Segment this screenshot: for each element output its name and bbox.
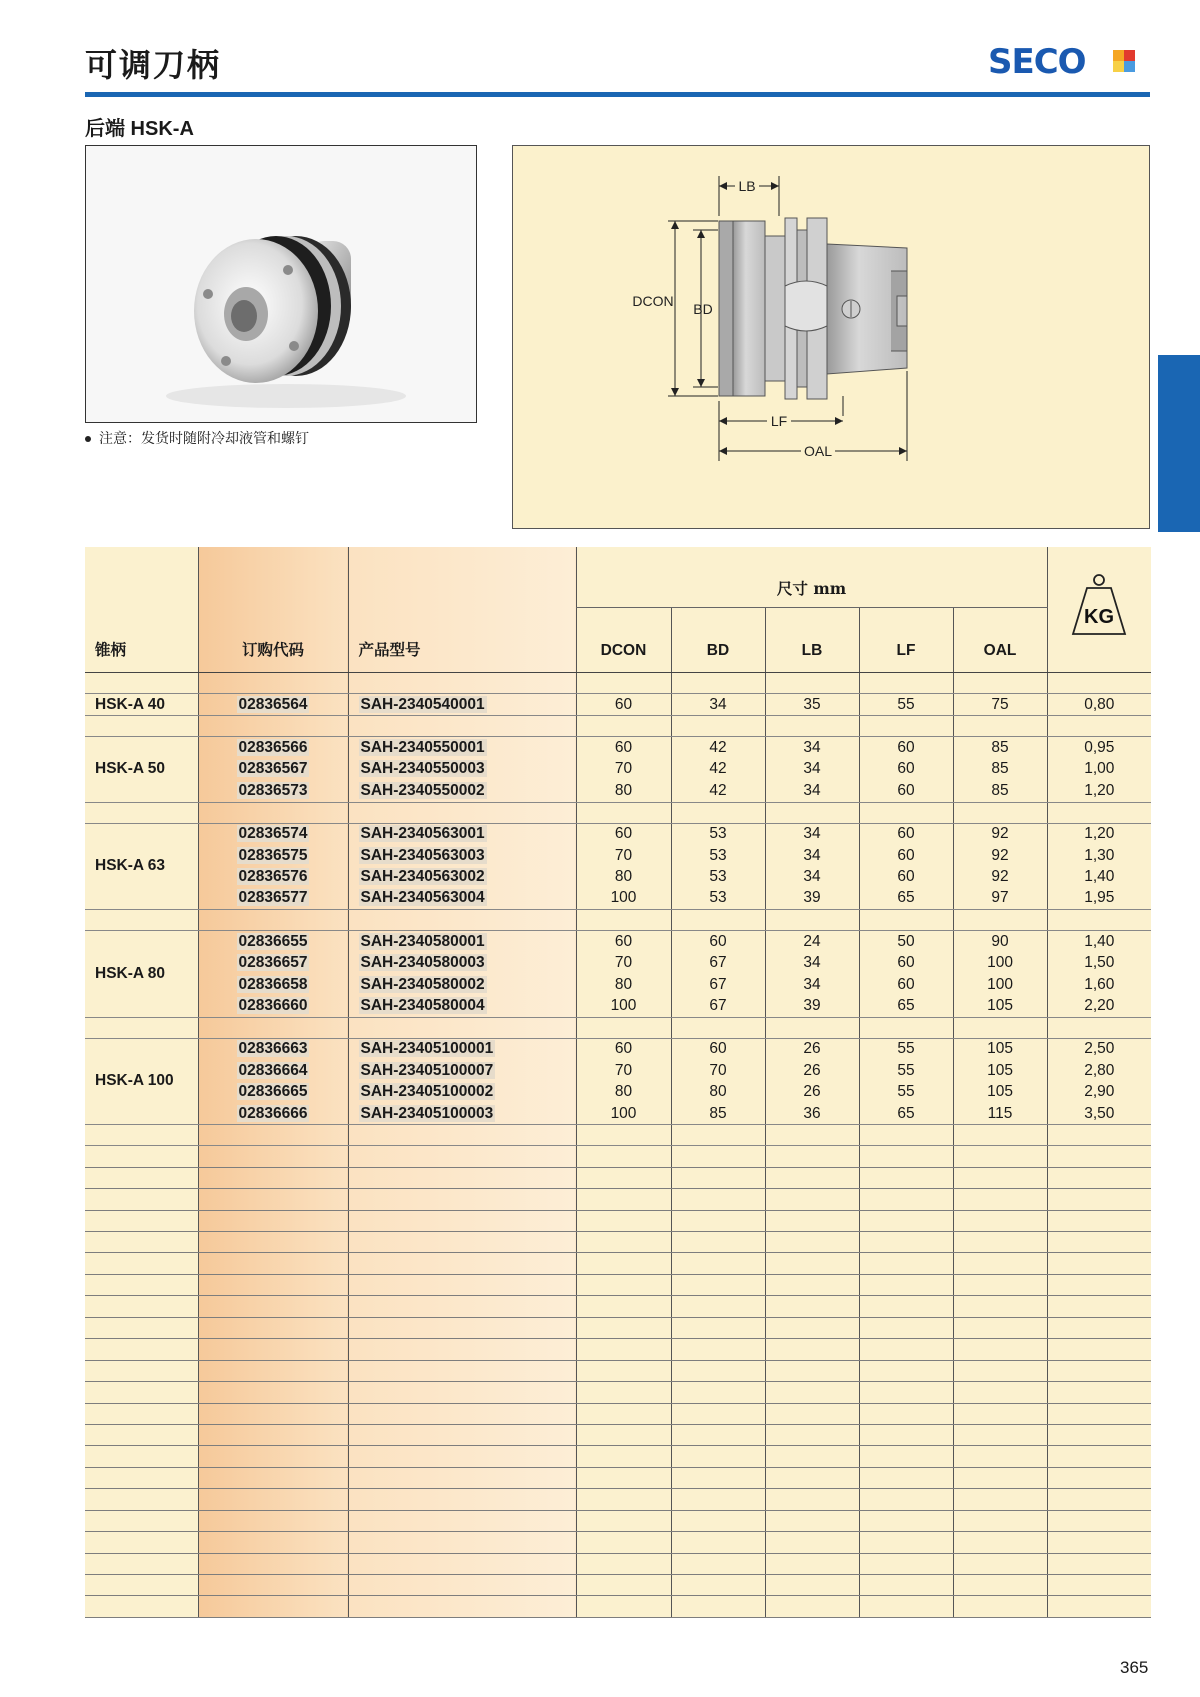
header-rule — [85, 92, 1150, 97]
spacer-row — [85, 1339, 1151, 1360]
cell-oal: 92 — [953, 866, 1047, 887]
spacer-row — [85, 1253, 1151, 1274]
cell-dcon: 60 — [576, 823, 671, 845]
col-shank-header: 锥柄 — [95, 640, 127, 659]
cell-lf: 60 — [859, 845, 953, 866]
spacer-row — [85, 1125, 1151, 1146]
spacer-row — [85, 1382, 1151, 1403]
order-code: 02836566 — [238, 739, 308, 757]
cell-lb: 26 — [765, 1060, 859, 1081]
col-lf-header: LF — [896, 642, 916, 659]
cell-dcon: 80 — [576, 780, 671, 802]
cell-bd: 42 — [671, 759, 765, 780]
spacer-row — [85, 1360, 1151, 1381]
cell-lb: 24 — [765, 931, 859, 953]
shipping-note — [85, 428, 309, 448]
spacer-row — [85, 1553, 1151, 1574]
cell-dcon: 60 — [576, 1038, 671, 1060]
weight-kg-label: KG — [1084, 606, 1115, 628]
cell-lb: 39 — [765, 888, 859, 910]
oal-label: OAL — [803, 443, 833, 459]
table-row — [85, 1103, 1151, 1125]
cell-dcon: 60 — [576, 737, 671, 759]
product-model: SAH-2340580003 — [360, 954, 485, 972]
table-row — [85, 995, 1151, 1017]
order-code: 02836574 — [238, 825, 308, 843]
spacer-row — [85, 910, 1151, 931]
cell-bd: 42 — [671, 737, 765, 759]
cell-bd: 53 — [671, 866, 765, 887]
cell-dcon: 80 — [576, 1081, 671, 1102]
cell-lf: 60 — [859, 866, 953, 887]
product-model: SAH-2340540001 — [360, 695, 485, 713]
cell-bd: 60 — [671, 1038, 765, 1060]
cell-kg: 1,95 — [1047, 888, 1151, 910]
spacer-row — [85, 1424, 1151, 1445]
spacer-row — [85, 1489, 1151, 1510]
dimensions-group-header: 尺寸 mm — [776, 579, 847, 598]
cell-bd: 34 — [671, 694, 765, 716]
cell-kg: 1,40 — [1047, 866, 1151, 887]
cell-oal: 115 — [953, 1103, 1047, 1125]
cell-oal: 85 — [953, 780, 1047, 802]
product-model: SAH-2340580004 — [360, 996, 485, 1014]
table-row — [85, 823, 1151, 845]
dimension-diagram — [512, 145, 1150, 529]
cell-oal: 105 — [953, 1081, 1047, 1102]
spacer-row — [85, 1210, 1151, 1231]
cell-oal: 97 — [953, 888, 1047, 910]
product-model: SAH-2340580002 — [360, 975, 485, 993]
cell-bd: 42 — [671, 780, 765, 802]
table-row — [85, 759, 1151, 780]
cell-lb: 34 — [765, 823, 859, 845]
product-model: SAH-2340563002 — [360, 868, 485, 886]
cell-oal: 92 — [953, 823, 1047, 845]
table-row — [85, 953, 1151, 974]
cell-kg: 1,20 — [1047, 823, 1151, 845]
spacer-row — [85, 1403, 1151, 1424]
cell-lf: 60 — [859, 737, 953, 759]
cell-lb: 35 — [765, 694, 859, 716]
spacer-row — [85, 1532, 1151, 1553]
table-row — [85, 845, 1151, 866]
order-code: 02836573 — [238, 781, 308, 799]
cell-lb: 26 — [765, 1038, 859, 1060]
cell-oal: 100 — [953, 953, 1047, 974]
spacer-row — [85, 1596, 1151, 1617]
cell-oal: 105 — [953, 1060, 1047, 1081]
cell-dcon: 60 — [576, 694, 671, 716]
product-photo — [85, 145, 477, 423]
cell-kg: 2,80 — [1047, 1060, 1151, 1081]
cell-oal: 100 — [953, 974, 1047, 995]
cell-lb: 26 — [765, 1081, 859, 1102]
product-model: SAH-23405100002 — [360, 1083, 494, 1101]
cell-oal: 105 — [953, 1038, 1047, 1060]
product-model: SAH-23405100001 — [360, 1040, 494, 1058]
table-row — [85, 1060, 1151, 1081]
product-model: SAH-2340550003 — [360, 760, 485, 778]
cell-bd: 67 — [671, 995, 765, 1017]
table-row — [85, 737, 1151, 759]
cell-dcon: 70 — [576, 759, 671, 780]
shank-group-label: HSK-A 80 — [85, 931, 198, 1018]
cell-bd: 67 — [671, 974, 765, 995]
cell-dcon: 70 — [576, 845, 671, 866]
spacer-row — [85, 1146, 1151, 1167]
cell-bd: 53 — [671, 823, 765, 845]
table-row — [85, 780, 1151, 802]
page-title: 可调刀柄 — [85, 46, 222, 84]
table-row — [85, 694, 1151, 716]
col-oal-header: OAL — [983, 642, 1017, 659]
cell-lf: 55 — [859, 1081, 953, 1102]
cell-bd: 80 — [671, 1081, 765, 1102]
cell-oal: 105 — [953, 995, 1047, 1017]
order-code: 02836567 — [238, 760, 308, 778]
table-row — [85, 1081, 1151, 1102]
col-order-code-header: 订购代码 — [241, 640, 304, 659]
bullet-icon — [85, 436, 91, 442]
cell-kg: 1,60 — [1047, 974, 1151, 995]
cell-lf: 60 — [859, 759, 953, 780]
spacer-row — [85, 802, 1151, 823]
spacer-row — [85, 1017, 1151, 1038]
cell-kg: 1,40 — [1047, 931, 1151, 953]
cell-bd: 60 — [671, 931, 765, 953]
cell-lf: 65 — [859, 995, 953, 1017]
table-row — [85, 931, 1151, 953]
order-code: 02836657 — [238, 954, 308, 972]
spacer-row — [85, 1510, 1151, 1531]
order-code: 02836665 — [238, 1083, 308, 1101]
cell-oal: 85 — [953, 759, 1047, 780]
order-code: 02836660 — [238, 996, 308, 1014]
cell-kg: 2,50 — [1047, 1038, 1151, 1060]
table-row — [85, 974, 1151, 995]
product-model: SAH-23405100007 — [360, 1061, 494, 1079]
order-code: 02836576 — [238, 868, 308, 886]
lf-label: LF — [770, 413, 788, 429]
table-row — [85, 888, 1151, 910]
cell-dcon: 100 — [576, 888, 671, 910]
cell-oal: 92 — [953, 845, 1047, 866]
spacer-row — [85, 1575, 1151, 1596]
technical-drawing — [513, 146, 1149, 528]
cell-bd: 53 — [671, 845, 765, 866]
cell-kg: 3,50 — [1047, 1103, 1151, 1125]
cell-kg: 1,00 — [1047, 759, 1151, 780]
spacer-row — [85, 1167, 1151, 1188]
cell-lf: 60 — [859, 780, 953, 802]
cell-lb: 34 — [765, 866, 859, 887]
table-body — [85, 673, 1151, 1618]
cell-kg: 1,50 — [1047, 953, 1151, 974]
spacer-row — [85, 1274, 1151, 1295]
col-dcon-header: DCON — [600, 642, 647, 659]
cell-dcon: 100 — [576, 995, 671, 1017]
product-model: SAH-23405100003 — [360, 1104, 494, 1122]
product-model: SAH-2340550002 — [360, 781, 485, 799]
cell-bd: 67 — [671, 953, 765, 974]
spacer-row — [85, 673, 1151, 694]
section-subtitle: 后端 HSK-A — [85, 118, 194, 140]
spacer-row — [85, 1232, 1151, 1253]
order-code: 02836655 — [238, 932, 308, 950]
cell-lf: 60 — [859, 974, 953, 995]
tool-holder-image — [86, 146, 476, 422]
product-model: SAH-2340550001 — [360, 739, 485, 757]
spacer-row — [85, 1189, 1151, 1210]
cell-lf: 55 — [859, 694, 953, 716]
product-model: SAH-2340563004 — [360, 889, 485, 907]
cell-lb: 39 — [765, 995, 859, 1017]
order-code: 02836575 — [238, 846, 308, 864]
cell-lf: 60 — [859, 953, 953, 974]
order-code: 02836564 — [238, 695, 308, 713]
brand-mark-icon — [1113, 50, 1135, 72]
cell-oal: 85 — [953, 737, 1047, 759]
cell-kg: 1,30 — [1047, 845, 1151, 866]
cell-lf: 50 — [859, 931, 953, 953]
cell-dcon: 80 — [576, 974, 671, 995]
cell-dcon: 60 — [576, 931, 671, 953]
cell-lb: 34 — [765, 780, 859, 802]
cell-lf: 65 — [859, 1103, 953, 1125]
product-model: SAH-2340580001 — [360, 932, 485, 950]
product-model: SAH-2340563001 — [360, 825, 485, 843]
order-code: 02836664 — [238, 1061, 308, 1079]
order-code: 02836666 — [238, 1104, 308, 1122]
cell-kg: 2,90 — [1047, 1081, 1151, 1102]
cell-lb: 36 — [765, 1103, 859, 1125]
table-row — [85, 1038, 1151, 1060]
cell-bd: 70 — [671, 1060, 765, 1081]
bd-label: BD — [693, 301, 713, 317]
cell-dcon: 70 — [576, 953, 671, 974]
weight-kg-icon — [1069, 572, 1129, 642]
cell-lf: 55 — [859, 1060, 953, 1081]
product-table — [85, 547, 1151, 1618]
dcon-label: DCON — [632, 293, 674, 309]
col-bd-header: BD — [706, 642, 730, 659]
lb-label: LB — [738, 178, 756, 194]
cell-lf: 55 — [859, 1038, 953, 1060]
cell-lb: 34 — [765, 953, 859, 974]
shank-group-label: HSK-A 50 — [85, 737, 198, 802]
cell-kg: 0,95 — [1047, 737, 1151, 759]
spacer-row — [85, 1317, 1151, 1338]
shank-group-label: HSK-A 63 — [85, 823, 198, 910]
seco-logo — [988, 44, 1086, 80]
cell-lb: 34 — [765, 974, 859, 995]
product-model: SAH-2340563003 — [360, 846, 485, 864]
shank-group-label: HSK-A 100 — [85, 1038, 198, 1125]
cell-lf: 65 — [859, 888, 953, 910]
cell-kg: 0,80 — [1047, 694, 1151, 716]
shank-group-label: HSK-A 40 — [85, 694, 198, 716]
cell-lb: 34 — [765, 737, 859, 759]
order-code: 02836658 — [238, 975, 308, 993]
cell-oal: 90 — [953, 931, 1047, 953]
spacer-row — [85, 1446, 1151, 1467]
cell-bd: 53 — [671, 888, 765, 910]
page-number: 365 — [1120, 1658, 1149, 1677]
order-code: 02836663 — [238, 1040, 308, 1058]
brand-name: SECO — [988, 42, 1086, 82]
spacer-row — [85, 716, 1151, 737]
spacer-row — [85, 1467, 1151, 1488]
cell-kg: 1,20 — [1047, 780, 1151, 802]
cell-dcon: 100 — [576, 1103, 671, 1125]
spacer-row — [85, 1296, 1151, 1317]
cell-lb: 34 — [765, 845, 859, 866]
cell-bd: 85 — [671, 1103, 765, 1125]
order-code: 02836577 — [238, 889, 308, 907]
cell-kg: 2,20 — [1047, 995, 1151, 1017]
table-row — [85, 866, 1151, 887]
cell-dcon: 70 — [576, 1060, 671, 1081]
chapter-side-tab — [1158, 355, 1200, 532]
cell-lf: 60 — [859, 823, 953, 845]
col-lb-header: LB — [801, 642, 823, 659]
cell-dcon: 80 — [576, 866, 671, 887]
cell-oal: 75 — [953, 694, 1047, 716]
shipping-note-text: 注意：发货时随附冷却液管和螺钉 — [99, 431, 309, 447]
cell-lb: 34 — [765, 759, 859, 780]
col-model-header: 产品型号 — [358, 640, 421, 659]
